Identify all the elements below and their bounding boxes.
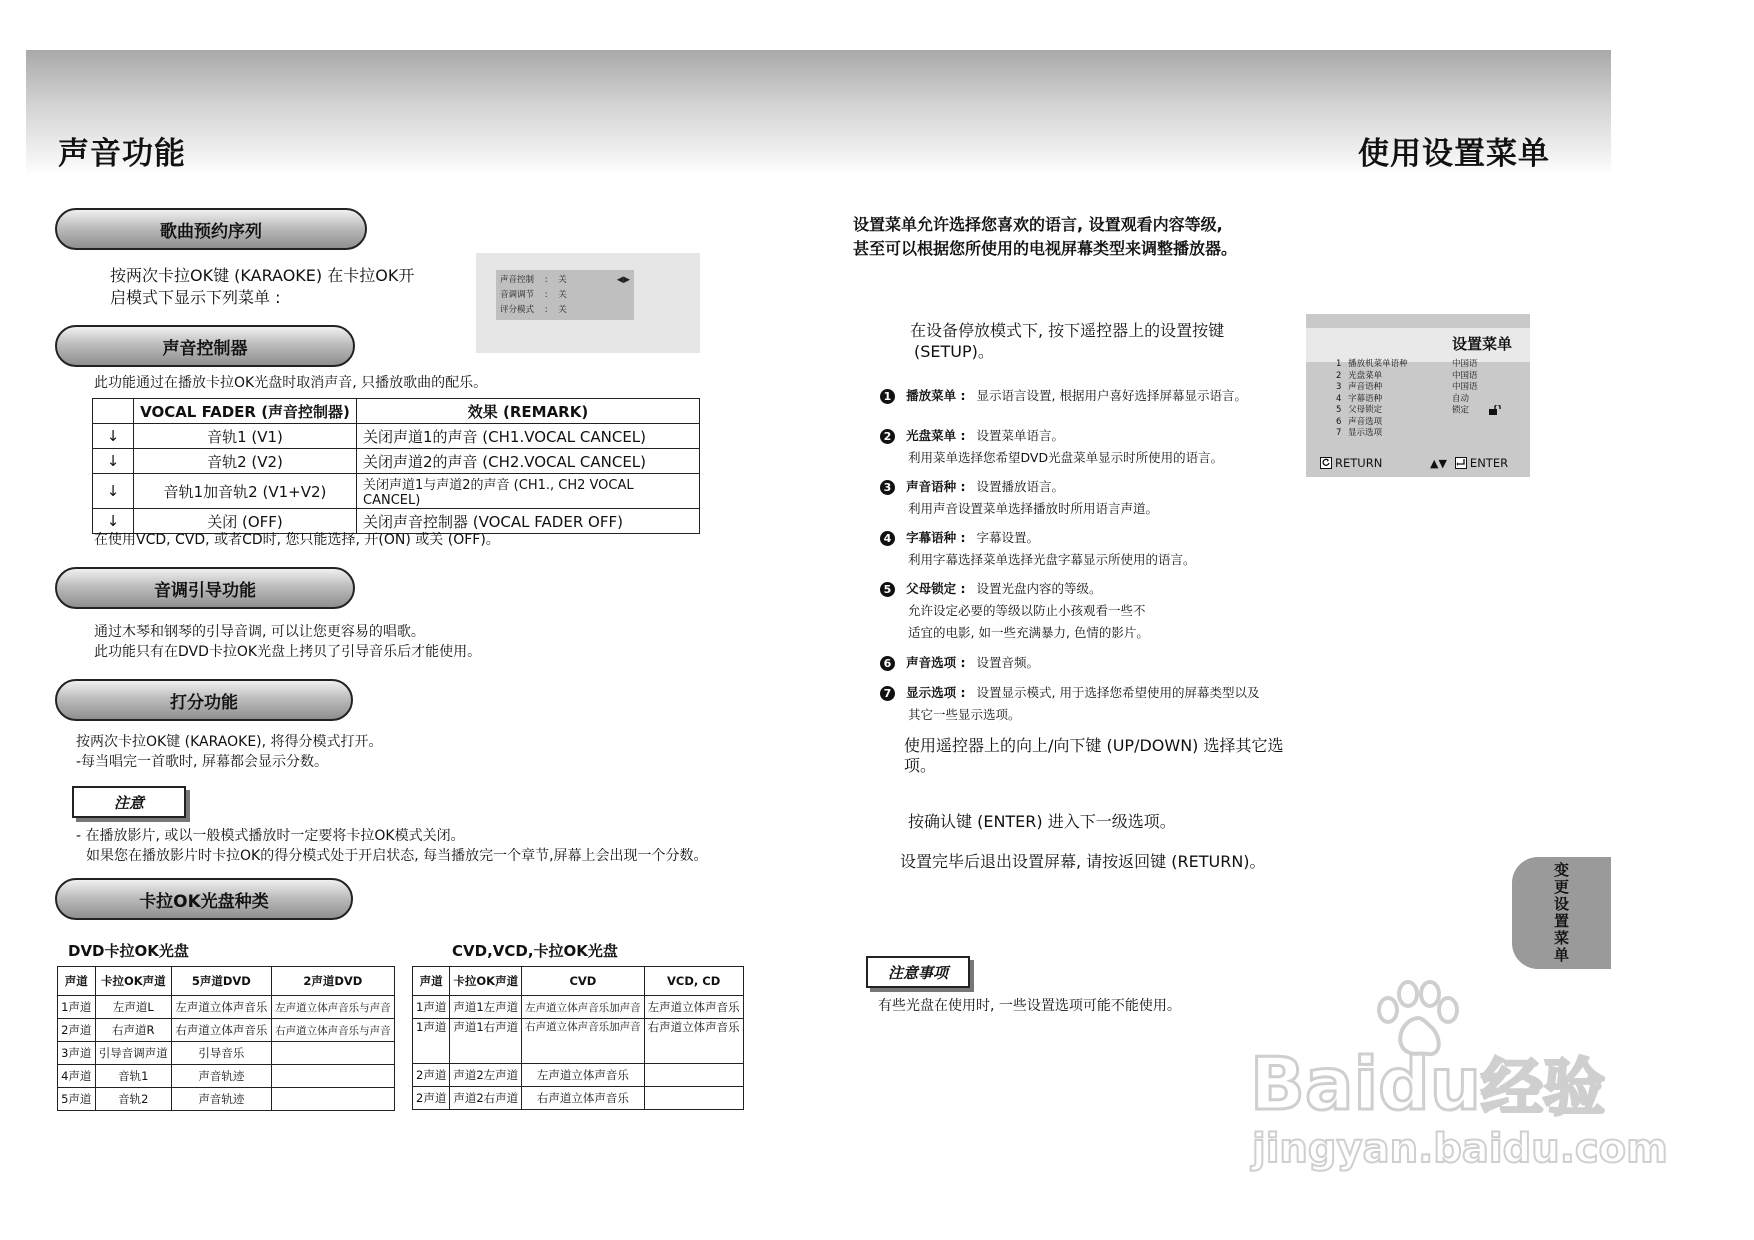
table-cell: 右声道立体声音乐	[172, 1019, 272, 1042]
menu-item-value: 中国语	[1452, 382, 1478, 392]
table-cell: 左声道立体声音乐与声音	[271, 996, 394, 1019]
item-title: 光盘菜单 :	[906, 428, 966, 443]
item-title: 声音语种 :	[906, 479, 966, 494]
table-cell	[271, 1042, 394, 1065]
setup-menu-screen	[1306, 314, 1530, 477]
table-cell: 声道2右声道	[450, 1087, 522, 1110]
table-cell: 左声道立体声音乐	[644, 996, 743, 1019]
osd-colon: :	[544, 290, 548, 300]
menu-item	[1336, 371, 1408, 383]
table-row	[93, 474, 700, 509]
watermark-url: jingyan.baidu.com	[1252, 1126, 1668, 1172]
up-down-arrow-icon: ▲▼	[1430, 456, 1447, 470]
table-row	[58, 1088, 395, 1111]
osd-value: 关	[558, 290, 567, 300]
osd-label: 音调调节	[500, 290, 535, 300]
page-title-left: 声音功能	[58, 136, 186, 172]
item-line: 利用声音设置菜单选择播放时所用语言声道。	[908, 501, 1159, 516]
menu-item	[1336, 359, 1408, 371]
down-arrow-icon: ↓	[93, 474, 134, 509]
sec4-line2: -每当唱完一首歌时, 屏幕都会显示分数。	[76, 754, 328, 770]
item-line: 设置音频。	[976, 655, 1040, 670]
dvd-table-caption: DVD卡拉OK光盘	[68, 942, 189, 960]
table-row	[58, 1042, 395, 1065]
cvd-table-caption: CVD,VCD,卡拉OK光盘	[452, 942, 618, 960]
vf-header-blank	[93, 399, 134, 424]
watermark-suffix: 经验	[1480, 1051, 1605, 1124]
item-line: 字幕设置。	[976, 530, 1040, 545]
table-cell: 1声道	[413, 996, 450, 1019]
table-cell: 2声道	[58, 1019, 96, 1042]
item-line: 其它一些显示选项。	[908, 707, 1021, 722]
karaoke-menu-screen	[476, 253, 700, 353]
table-cell: 声道2左声道	[450, 1064, 522, 1087]
table-cell: 4声道	[58, 1065, 96, 1088]
osd-value: 关	[558, 275, 567, 285]
menu-item-label: 父母锁定	[1348, 405, 1383, 415]
left-right-arrow-icon: ◀▶	[616, 275, 630, 285]
menu-item-number: 7	[1336, 428, 1342, 438]
intro-line1: 设置菜单允许选择您喜欢的语言, 设置观看内容等级,	[853, 215, 1223, 234]
watermark-brand-text2: du	[1378, 1042, 1481, 1126]
table-row	[413, 996, 744, 1019]
menu-item-number: 3	[1336, 382, 1342, 392]
item-line: 设置播放语言。	[976, 479, 1065, 494]
menu-item-label: 播放机菜单语种	[1348, 359, 1408, 369]
item-line: 显示语言设置, 根据用户喜好选择屏幕显示语言。	[976, 388, 1247, 403]
list-item	[880, 385, 1247, 404]
number-2-icon: 2	[880, 429, 895, 444]
watermark-brand	[1250, 1038, 1605, 1127]
table-cell: 右声道立体声音乐与声音	[271, 1019, 394, 1042]
item-title: 播放菜单 :	[906, 388, 966, 403]
vocal-fader-table	[92, 398, 700, 534]
watermark-brand-text: Bai	[1250, 1042, 1379, 1126]
vf-effect: 关闭声音控制器 (VOCAL FADER OFF)	[357, 509, 700, 534]
section-scoring: 打分功能	[55, 679, 353, 721]
vf-mode: 关闭 (OFF)	[134, 509, 357, 534]
table-cell: 声音轨迹	[172, 1088, 272, 1111]
intro-line2: 甚至可以根据您所使用的电视屏幕类型来调整播放器。	[853, 239, 1238, 258]
enter-hint	[1430, 456, 1508, 470]
step-updown-line2: 项。	[904, 756, 937, 775]
list-item	[880, 578, 1149, 641]
menu-item-number: 1	[1336, 359, 1342, 369]
note1-line1: - 在播放影片, 或以一般模式播放时一定要将卡拉OK模式关闭。	[76, 828, 465, 844]
osd-row	[500, 273, 630, 288]
osd-row	[500, 288, 630, 303]
menu-item	[1336, 428, 1408, 440]
menu-item	[1336, 394, 1408, 406]
return-hint	[1320, 456, 1382, 470]
table-row	[93, 449, 700, 474]
number-5-icon: 5	[880, 582, 895, 597]
vf-mode: 音轨2 (V2)	[134, 449, 357, 474]
step-updown-line1: 使用遥控器上的向上/向下键 (UP/DOWN) 选择其它选	[904, 736, 1284, 755]
table-cell	[271, 1088, 394, 1111]
item-line: 利用菜单选择您希望DVD光盘菜单显示时所使用的语言。	[908, 450, 1224, 465]
dvd-header: 声道	[58, 967, 96, 996]
table-row	[58, 1019, 395, 1042]
table-cell: 引导音乐	[172, 1042, 272, 1065]
table-cell: 声道1右声道	[450, 1019, 522, 1064]
step-return: 设置完毕后退出设置屏幕, 请按返回键 (RETURN)。	[900, 852, 1266, 871]
menu-item-value: 自动	[1452, 393, 1470, 404]
cvd-header: VCD, CD	[644, 967, 743, 996]
sec3-line1: 通过木琴和钢琴的引导音调, 可以让您更容易的唱歌。	[94, 624, 425, 640]
dvd-karaoke-table	[57, 966, 395, 1111]
intro-text	[853, 213, 1237, 261]
step-enter: 按确认键 (ENTER) 进入下一级选项。	[908, 812, 1176, 831]
table-cell: 5声道	[58, 1088, 96, 1111]
note-box-2: 注意事项	[866, 956, 970, 988]
table-cell: 右声道R	[95, 1019, 171, 1042]
table-cell: 左声道立体声音乐加声音	[522, 996, 645, 1019]
table-cell: 2声道	[413, 1064, 450, 1087]
setup-menu-options	[1336, 359, 1408, 440]
number-6-icon: 6	[880, 656, 895, 671]
menu-item-value: 中国语	[1452, 359, 1478, 369]
item-line: 允许设定必要的等级以防止小孩观看一些不	[908, 603, 1146, 618]
down-arrow-icon: ↓	[93, 424, 134, 449]
list-item	[880, 476, 1158, 517]
dvd-header: 卡拉OK声道	[95, 967, 171, 996]
table-cell: 1声道	[58, 996, 96, 1019]
table-cell: 音轨1	[95, 1065, 171, 1088]
setup-menu-values	[1452, 359, 1502, 417]
sec1-text-line2: 启模式下显示下列菜单 :	[110, 288, 281, 307]
menu-item-label: 声音语种	[1348, 382, 1383, 392]
unlock-icon	[1488, 405, 1502, 415]
sec2-footnote: 在使用VCD, CVD, 或者CD时, 您只能选择, 开(ON) 或关 (OFF)。	[94, 532, 500, 548]
vf-header-mode: VOCAL FADER (声音控制器)	[134, 399, 357, 424]
side-tab: 变更设置菜单	[1512, 857, 1611, 969]
table-cell: 1声道	[413, 1019, 450, 1064]
list-item	[880, 527, 1196, 568]
table-cell: 左声道立体声音乐	[522, 1064, 645, 1087]
osd-colon: :	[544, 305, 548, 315]
step-setup-line1: 在设备停放模式下, 按下遥控器上的设置按键	[910, 321, 1225, 340]
menu-item-label: 显示选项	[1348, 428, 1383, 438]
vf-effect: 关闭声道2的声音 (CH2.VOCAL CANCEL)	[357, 449, 700, 474]
sec3-line2: 此功能只有在DVD卡拉OK光盘上拷贝了引导音乐后才能使用。	[94, 644, 482, 660]
table-cell: 音轨2	[95, 1088, 171, 1111]
down-arrow-icon: ↓	[93, 509, 134, 534]
table-row	[413, 1087, 744, 1110]
sec2-desc: 此功能通过在播放卡拉OK光盘时取消声音, 只播放歌曲的配乐。	[94, 375, 488, 391]
return-icon	[1320, 457, 1332, 469]
note1-line2: 如果您在播放影片时卡拉OK的得分模式处于开启状态, 每当播放完一个章节,屏幕上会出现一个分数。	[86, 848, 708, 864]
vf-effect: 关闭声道1的声音 (CH1.VOCAL CANCEL)	[357, 424, 700, 449]
item-line: 设置菜单语言。	[976, 428, 1065, 443]
menu-item-value: 锁定	[1452, 405, 1470, 416]
dvd-header: 5声道DVD	[172, 967, 272, 996]
step-setup-line2: (SETUP)。	[914, 342, 994, 361]
vf-mode: 音轨1加音轨2 (V1+V2)	[134, 474, 357, 509]
cvd-header: 声道	[413, 967, 450, 996]
table-cell: 右声道立体声音乐加声音	[522, 1019, 645, 1064]
table-cell: 右声道立体声音乐	[522, 1087, 645, 1110]
table-cell	[644, 1087, 743, 1110]
number-3-icon: 3	[880, 480, 895, 495]
vf-header-effect: 效果 (REMARK)	[357, 399, 700, 424]
menu-item-number: 2	[1336, 370, 1342, 381]
osd-colon: :	[544, 275, 548, 285]
item-line: 适宜的电影, 如一些充满暴力, 色情的影片。	[908, 625, 1149, 640]
menu-item	[1336, 405, 1408, 417]
number-4-icon: 4	[880, 531, 895, 546]
section-karaoke-disc-types: 卡拉OK光盘种类	[55, 878, 353, 920]
osd-row	[500, 303, 630, 318]
menu-item-label: 光盘菜单	[1348, 370, 1383, 381]
item-title: 父母锁定 :	[906, 581, 966, 596]
note2-text: 有些光盘在使用时, 一些设置选项可能不能使用。	[878, 998, 1181, 1014]
karaoke-menu-osd	[496, 270, 634, 320]
table-cell: 右声道立体声音乐	[644, 1019, 743, 1064]
menu-item	[1336, 417, 1408, 429]
menu-item-value-lock	[1452, 405, 1502, 417]
table-row	[413, 1019, 744, 1064]
table-cell: 3声道	[58, 1042, 96, 1065]
item-line: 设置显示模式, 用于选择您希望使用的屏幕类型以及	[976, 685, 1260, 700]
enter-icon	[1455, 457, 1467, 469]
return-label: RETURN	[1335, 456, 1383, 470]
menu-item-label: 声音选项	[1348, 416, 1383, 427]
item-title: 显示选项 :	[906, 685, 966, 700]
dvd-header: 2声道DVD	[271, 967, 394, 996]
setup-menu-title: 设置菜单	[1452, 335, 1513, 353]
table-cell: 2声道	[413, 1087, 450, 1110]
note-box-1: 注意	[72, 786, 186, 818]
item-line: 设置光盘内容的等级。	[976, 581, 1102, 596]
vf-effect: 关闭声道1与声道2的声音 (CH1., CH2 VOCAL CANCEL)	[357, 474, 700, 509]
cvd-header: 卡拉OK声道	[450, 967, 522, 996]
number-7-icon: 7	[880, 686, 895, 701]
osd-label: 评分模式	[500, 305, 535, 315]
table-cell: 引导音调声道	[95, 1042, 171, 1065]
table-cell: 声道1左声道	[450, 996, 522, 1019]
item-line: 利用字幕选择菜单选择光盘字幕显示所使用的语言。	[908, 552, 1196, 567]
number-1-icon: 1	[880, 389, 895, 404]
list-item	[880, 652, 1039, 671]
item-title: 声音选项 :	[906, 655, 966, 670]
table-row	[93, 424, 700, 449]
page-title-right: 使用设置菜单	[1358, 136, 1550, 172]
menu-item-label: 字幕语种	[1348, 393, 1383, 404]
table-row	[58, 1065, 395, 1088]
menu-item-number: 4	[1336, 393, 1342, 404]
item-title: 字幕语种 :	[906, 530, 966, 545]
list-item	[880, 425, 1223, 466]
menu-item	[1336, 382, 1408, 394]
section-pitch-guide: 音调引导功能	[55, 567, 355, 609]
sec1-text-line1: 按两次卡拉OK键 (KARAOKE) 在卡拉OK开	[110, 266, 415, 285]
table-row	[413, 1064, 744, 1087]
menu-item-number: 6	[1336, 416, 1342, 427]
list-item	[880, 682, 1260, 723]
vf-mode: 音轨1 (V1)	[134, 424, 357, 449]
menu-item-value: 中国语	[1452, 370, 1478, 381]
section-song-reservation: 歌曲预约序列	[55, 208, 367, 250]
menu-item-number: 5	[1336, 405, 1342, 415]
table-cell: 声音轨迹	[172, 1065, 272, 1088]
cvd-header: CVD	[522, 967, 645, 996]
sec4-line1: 按两次卡拉OK键 (KARAOKE), 将得分模式打开。	[76, 734, 383, 750]
cvd-karaoke-table	[412, 966, 744, 1110]
baidu-jingyan-watermark	[1250, 980, 1670, 1180]
table-cell	[271, 1065, 394, 1088]
down-arrow-icon: ↓	[93, 449, 134, 474]
table-cell	[644, 1064, 743, 1087]
table-cell: 左声道L	[95, 996, 171, 1019]
osd-label: 声音控制	[500, 275, 535, 285]
section-vocal-fader: 声音控制器	[55, 325, 355, 367]
table-row	[58, 996, 395, 1019]
table-cell: 左声道立体声音乐	[172, 996, 272, 1019]
osd-value: 关	[558, 305, 567, 315]
enter-label: ENTER	[1469, 456, 1509, 470]
